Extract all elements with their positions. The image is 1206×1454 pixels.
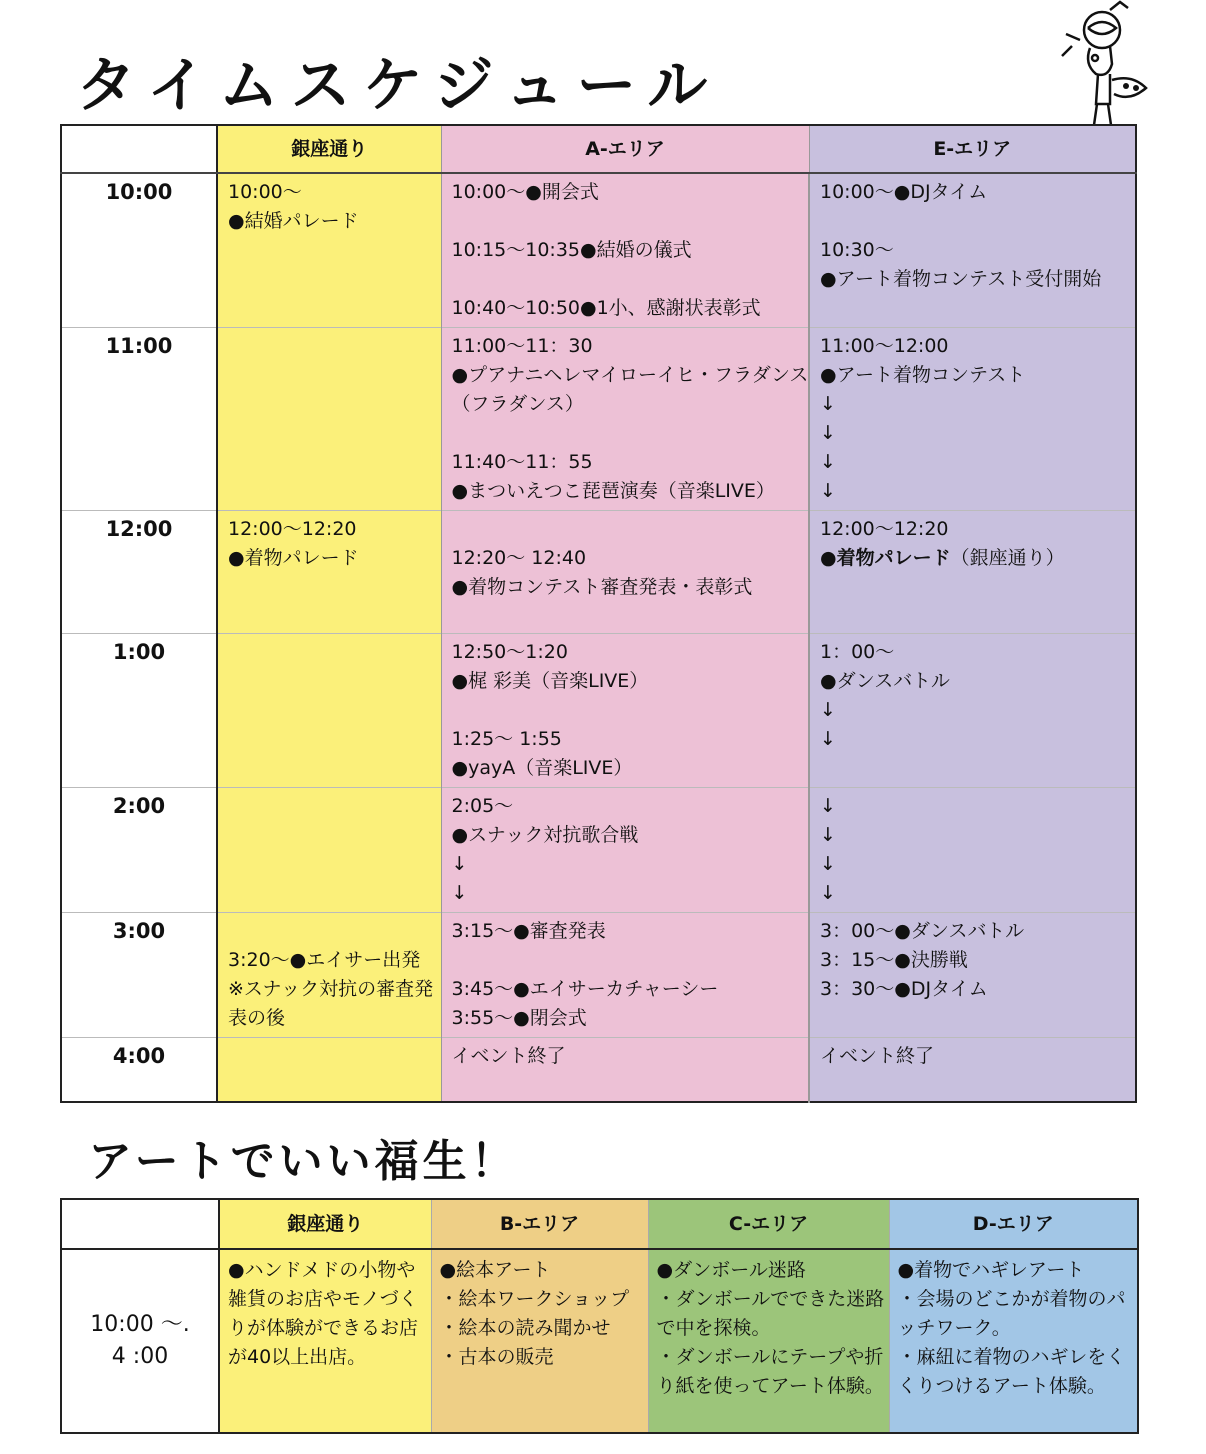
area-e-cell-line [820, 207, 1125, 236]
fukuo-ginza-cell [219, 1249, 431, 1433]
header-area-e: E-エリア [809, 125, 1136, 173]
area-e-cell [809, 328, 1136, 511]
schedule-title: タイムスケジュール [76, 51, 720, 121]
fukuo-ginza-cell-line: が40以上出店。 [228, 1346, 367, 1368]
area-e-cell-line: 10:00〜●DJタイム [820, 181, 988, 203]
time-slot: 2:00 [61, 788, 217, 913]
ginza-cell-line: 3:20〜●エイサー出発 [228, 949, 421, 971]
fukuo-area-d-cell-line: ・麻紐に着物のハギレをく [897, 1346, 1126, 1368]
fukuo-time-line: 4 :00 [111, 1344, 169, 1369]
area-e-cell [809, 788, 1136, 913]
area-a-cell-line: 3:45〜●エイサーカチャーシー [451, 978, 719, 1000]
area-e-cell-line: ●アート着物コンテスト受付開始 [820, 268, 1102, 290]
fukuo-area-d-cell-line: ・会場のどこかが着物のパ [897, 1288, 1126, 1310]
area-a-cell [441, 511, 809, 634]
ginza-cell-line: 12:00〜12:20 [228, 518, 357, 540]
header-time [61, 125, 217, 173]
ginza-cell-line: 表の後 [228, 1007, 286, 1029]
area-a-cell-line: 3:15〜●審査発表 [451, 920, 606, 942]
fukuo-ginza-cell-line: りが体験ができるお店 [228, 1317, 419, 1339]
kimono-parade-bold: ●着物パレード [820, 547, 951, 569]
time-slot: 12:00 [61, 511, 217, 634]
area-a-cell-line: 11:40〜11：55 [451, 451, 593, 473]
fukuo-area-d-cell-line: ●着物でハギレアート [897, 1259, 1085, 1281]
area-e-cell-line: ●ダンスバトル [820, 670, 950, 692]
area-a-cell-line: ●スナック対抗歌合戦 [451, 824, 639, 846]
area-a-cell-line: ↓ [451, 882, 468, 904]
area-e-cell [809, 634, 1136, 788]
fukuo-area-c-cell-line: ●ダンボール迷路 [656, 1259, 806, 1281]
area-a-cell-line: ●まついえつこ琵琶演奏（音楽LIVE） [451, 480, 775, 502]
area-e-cell-line: イベント終了 [820, 1045, 935, 1067]
fukuo-area-b-cell-line: ●絵本アート [439, 1259, 551, 1281]
area-e-cell-line: ↓ [820, 422, 836, 444]
fukuo-header-ginza: 銀座通り [219, 1199, 431, 1249]
area-a-cell-line [452, 419, 799, 448]
area-e-cell-line: ↓ [820, 451, 836, 473]
fukuo-row [61, 1249, 1138, 1433]
area-e-cell-line: ↓ [820, 795, 836, 817]
area-e-cell-line: 3：30〜●DJタイム [820, 978, 988, 1000]
fukuo-title: アートでいい福生！ [88, 1136, 519, 1187]
area-a-cell-line: 10:00〜●開会式 [451, 181, 599, 203]
schedule-row [61, 634, 1136, 788]
header-ginza: 銀座通り [217, 125, 441, 173]
ginza-cell [217, 1038, 441, 1102]
area-a-cell [441, 913, 809, 1038]
fukuo-area-b-cell-line: ・絵本ワークショップ [439, 1288, 630, 1310]
header-area-a: A-エリア [441, 125, 809, 173]
schedule-row [61, 173, 1136, 328]
area-e-cell-line: 3：00〜●ダンスバトル [820, 920, 1025, 942]
area-a-cell-line: 10:40〜10:50●1小、感謝状表彰式 [451, 297, 761, 319]
schedule-table [60, 124, 1137, 1103]
area-a-cell-line [452, 207, 799, 236]
area-a-cell-line: ●着物コンテスト審査発表・表彰式 [451, 576, 753, 598]
area-e-cell [809, 511, 1136, 634]
area-a-cell-line: 12:20〜 12:40 [451, 547, 587, 569]
ginza-cell [217, 511, 441, 634]
area-e-cell-line: ↓ [820, 824, 836, 846]
fukuo-ginza-cell-line: 雑貨のお店やモノづく [228, 1288, 418, 1310]
area-a-cell [441, 1038, 809, 1102]
time-slot: 4:00 [61, 1038, 217, 1102]
schedule-row [61, 913, 1136, 1038]
ginza-cell-line: ●結婚パレード [228, 210, 359, 232]
fukuo-area-c-cell [648, 1249, 889, 1433]
area-a-cell-line: 10:15〜10:35●結婚の儀式 [451, 239, 692, 261]
fukuo-header-row [61, 1199, 1138, 1249]
time-slot: 11:00 [61, 328, 217, 511]
ginza-cell [217, 173, 441, 328]
area-a-cell-line: 1:25〜 1:55 [451, 728, 562, 750]
ginza-cell [217, 328, 441, 511]
area-e-cell-line: ↓ [820, 480, 836, 502]
fukuo-header-area-c: C-エリア [648, 1199, 889, 1249]
fukuo-ginza-cell-line: ●ハンドメドの小物や [228, 1259, 416, 1281]
fukuo-area-c-cell-line: ・ダンボールでできた迷路 [656, 1288, 885, 1310]
fukuo-area-d-cell-line: ッチワーク。 [897, 1317, 1011, 1339]
area-a-cell-line: ●yayA（音楽LIVE） [451, 757, 633, 779]
ginza-cell [217, 788, 441, 913]
area-e-cell-line: ●アート着物コンテスト [820, 364, 1026, 386]
area-a-cell-line: イベント終了 [451, 1045, 566, 1067]
fukuo-area-c-cell-line: り紙を使ってアート体験。 [656, 1375, 884, 1397]
fukuo-header-area-b: B-エリア [431, 1199, 648, 1249]
schedule-row [61, 511, 1136, 634]
area-a-cell-line: ↓ [451, 853, 468, 875]
ginza-cell-line: ●着物パレード [228, 547, 359, 569]
schedule-row [61, 788, 1136, 913]
fukuo-area-d-cell [889, 1249, 1138, 1433]
time-slot: 10:00 [61, 173, 217, 328]
area-e-cell-line: 10:30〜 [820, 239, 894, 261]
area-a-cell-line: 11:00〜11：30 [451, 335, 593, 357]
schedule-row [61, 1038, 1136, 1102]
area-e-cell-line [820, 544, 1125, 573]
area-e-cell [809, 1038, 1136, 1102]
time-slot: 1:00 [61, 634, 217, 788]
area-a-cell-line: 3:55〜●閉会式 [451, 1007, 587, 1029]
fukuo-area-c-cell-line: で中を探検。 [656, 1317, 771, 1339]
area-a-cell-line: 12:50〜1:20 [451, 641, 568, 663]
fukuo-area-c-cell-line: ・ダンボールにテープや折 [656, 1346, 884, 1368]
fukuo-time-line: 10:00 〜. [90, 1312, 190, 1337]
area-a-cell [441, 328, 809, 511]
area-e-cell-line: ↓ [820, 699, 836, 721]
area-a-cell-line: ●梶 彩美（音楽LIVE） [451, 670, 649, 692]
fukuo-time-cell [61, 1249, 219, 1433]
fukuo-table [60, 1198, 1139, 1434]
ginza-cell-line [228, 917, 431, 946]
fukuo-area-b-cell-line: ・古本の販売 [439, 1346, 554, 1368]
area-e-cell-line: ↓ [820, 853, 836, 875]
area-e-cell-line: ↓ [820, 882, 836, 904]
fukuo-area-d-cell-line: くりつけるアート体験。 [897, 1375, 1106, 1397]
area-a-cell-line: （フラダンス） [451, 393, 584, 415]
ginza-cell-line: 10:00〜 [228, 181, 302, 203]
area-e-cell-line: 1：00〜 [820, 641, 895, 663]
ginza-cell [217, 634, 441, 788]
schedule-row [61, 328, 1136, 511]
area-e-cell [809, 173, 1136, 328]
area-e-cell-line: ↓ [820, 393, 836, 415]
fukuo-area-b-cell-line: ・絵本の読み聞かせ [439, 1317, 611, 1339]
fukuo-header-time [61, 1199, 219, 1249]
fukuo-area-b-cell [431, 1249, 648, 1433]
area-a-cell-line [452, 946, 799, 975]
area-e-cell-line: ↓ [820, 728, 836, 750]
area-a-cell [441, 788, 809, 913]
area-a-cell-line [452, 515, 799, 544]
area-a-cell [441, 634, 809, 788]
ginza-cell [217, 913, 441, 1038]
area-e-cell-line: 3：15〜●決勝戦 [820, 949, 968, 971]
area-a-cell-line: ●プアナニヘレマイローイヒ・フラダンス [451, 364, 809, 386]
time-slot: 3:00 [61, 913, 217, 1038]
area-a-cell [441, 173, 809, 328]
schedule-header-row [61, 125, 1136, 173]
area-a-cell-line [452, 696, 799, 725]
area-e-cell-line: 11:00〜12:00 [820, 335, 949, 357]
fukuo-header-area-d: D-エリア [889, 1199, 1138, 1249]
ginza-cell-line: ※スナック対抗の審査発 [228, 978, 434, 1000]
area-a-cell-line: 2:05〜 [451, 795, 514, 817]
area-e-cell [809, 913, 1136, 1038]
area-e-cell-line: 12:00〜12:20 [820, 518, 949, 540]
kimono-parade-location: （銀座通り） [950, 547, 1065, 569]
area-a-cell-line [452, 265, 799, 294]
